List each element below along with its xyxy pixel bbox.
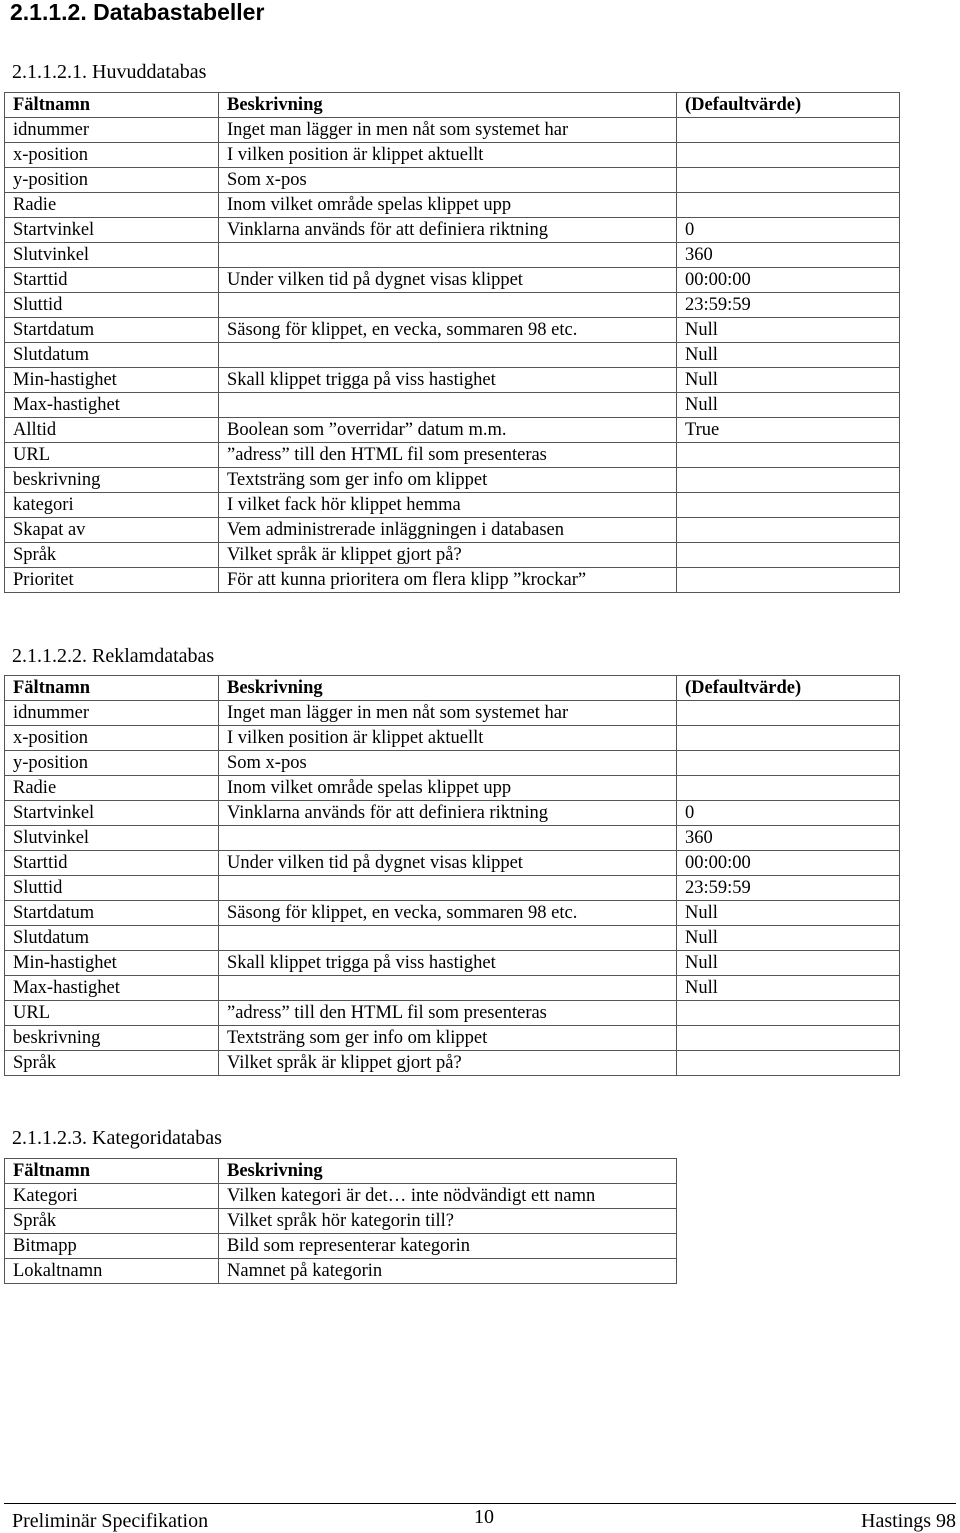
table-row bbox=[5, 926, 900, 951]
table-row bbox=[5, 776, 900, 801]
default-value-cell bbox=[677, 118, 900, 143]
field-name-cell: Bitmapp bbox=[5, 1234, 219, 1259]
description-cell: Boolean som ”overridar” datum m.m. bbox=[219, 418, 677, 443]
page-footer bbox=[4, 1503, 956, 1533]
default-value-cell bbox=[677, 468, 900, 493]
description-cell: Vinklarna används för att definiera riktning bbox=[219, 801, 677, 826]
field-name-cell: Slutdatum bbox=[5, 926, 219, 951]
default-value-cell bbox=[677, 193, 900, 218]
description-cell bbox=[219, 926, 677, 951]
table-row bbox=[5, 243, 900, 268]
field-name-cell: beskrivning bbox=[5, 1026, 219, 1051]
default-value-cell: 23:59:59 bbox=[677, 876, 900, 901]
field-name-cell: Starttid bbox=[5, 851, 219, 876]
field-name-cell: x-position bbox=[5, 143, 219, 168]
description-cell bbox=[219, 343, 677, 368]
field-name-cell: Radie bbox=[5, 776, 219, 801]
column-header: (Defaultvärde) bbox=[677, 676, 900, 701]
table-row bbox=[5, 801, 900, 826]
description-cell: Som x-pos bbox=[219, 751, 677, 776]
default-value-cell: 00:00:00 bbox=[677, 851, 900, 876]
table-row bbox=[5, 468, 900, 493]
table-row bbox=[5, 293, 900, 318]
ad-database-table bbox=[4, 675, 900, 1076]
table-row bbox=[5, 1184, 677, 1209]
column-header: Beskrivning bbox=[219, 93, 677, 118]
field-name-cell: Språk bbox=[5, 543, 219, 568]
description-cell: Inget man lägger in men nåt som systemet har bbox=[219, 118, 677, 143]
table-row bbox=[5, 951, 900, 976]
description-cell: Inget man lägger in men nåt som systemet har bbox=[219, 701, 677, 726]
column-header: Fältnamn bbox=[5, 1159, 219, 1184]
field-name-cell: Lokaltnamn bbox=[5, 1259, 219, 1284]
table-row bbox=[5, 343, 900, 368]
field-name-cell: Radie bbox=[5, 193, 219, 218]
description-cell: Som x-pos bbox=[219, 168, 677, 193]
table-row bbox=[5, 443, 900, 468]
description-cell: Bild som representerar kategorin bbox=[219, 1234, 677, 1259]
field-name-cell: Startdatum bbox=[5, 318, 219, 343]
table-row bbox=[5, 1259, 677, 1284]
field-name-cell: Sluttid bbox=[5, 293, 219, 318]
table-row bbox=[5, 1026, 900, 1051]
table-row bbox=[5, 418, 900, 443]
column-header: Fältnamn bbox=[5, 676, 219, 701]
table-row bbox=[5, 1209, 677, 1234]
description-cell: Textsträng som ger info om klippet bbox=[219, 468, 677, 493]
default-value-cell bbox=[677, 726, 900, 751]
field-name-cell: Slutvinkel bbox=[5, 826, 219, 851]
column-header: (Defaultvärde) bbox=[677, 93, 900, 118]
description-cell bbox=[219, 243, 677, 268]
table-row bbox=[5, 568, 900, 593]
default-value-cell bbox=[677, 568, 900, 593]
default-value-cell: 0 bbox=[677, 801, 900, 826]
field-name-cell: Slutdatum bbox=[5, 343, 219, 368]
default-value-cell bbox=[677, 543, 900, 568]
table-row bbox=[5, 701, 900, 726]
default-value-cell bbox=[677, 701, 900, 726]
field-name-cell: Slutvinkel bbox=[5, 243, 219, 268]
description-cell: Textsträng som ger info om klippet bbox=[219, 1026, 677, 1051]
table-row bbox=[5, 1051, 900, 1076]
field-name-cell: Kategori bbox=[5, 1184, 219, 1209]
footer-author: Hastings 98 bbox=[861, 1510, 956, 1532]
default-value-cell bbox=[677, 493, 900, 518]
field-name-cell: URL bbox=[5, 1001, 219, 1026]
default-value-cell: Null bbox=[677, 926, 900, 951]
category-database-table bbox=[4, 1158, 677, 1284]
default-value-cell: Null bbox=[677, 343, 900, 368]
column-header: Beskrivning bbox=[219, 676, 677, 701]
main-table-title: 2.1.1.2.1. Huvuddatabas bbox=[12, 61, 207, 83]
table-row bbox=[5, 318, 900, 343]
default-value-cell: 0 bbox=[677, 218, 900, 243]
default-value-cell: 23:59:59 bbox=[677, 293, 900, 318]
description-cell: Vinklarna används för att definiera riktning bbox=[219, 218, 677, 243]
table-row bbox=[5, 493, 900, 518]
default-value-cell: 360 bbox=[677, 826, 900, 851]
field-name-cell: beskrivning bbox=[5, 468, 219, 493]
description-cell bbox=[219, 293, 677, 318]
table-row bbox=[5, 726, 900, 751]
description-cell: Säsong för klippet, en vecka, sommaren 98 etc. bbox=[219, 318, 677, 343]
default-value-cell: 360 bbox=[677, 243, 900, 268]
field-name-cell: Starttid bbox=[5, 268, 219, 293]
description-cell: För att kunna prioritera om flera klipp ”krockar” bbox=[219, 568, 677, 593]
field-name-cell: Alltid bbox=[5, 418, 219, 443]
field-name-cell: y-position bbox=[5, 751, 219, 776]
field-name-cell: Språk bbox=[5, 1051, 219, 1076]
column-header: Fältnamn bbox=[5, 93, 219, 118]
table-row bbox=[5, 876, 900, 901]
description-cell: ”adress” till den HTML fil som presenteras bbox=[219, 1001, 677, 1026]
field-name-cell: Max-hastighet bbox=[5, 976, 219, 1001]
default-value-cell: 00:00:00 bbox=[677, 268, 900, 293]
default-value-cell: Null bbox=[677, 951, 900, 976]
description-cell: Skall klippet trigga på viss hastighet bbox=[219, 951, 677, 976]
description-cell: Skall klippet trigga på viss hastighet bbox=[219, 368, 677, 393]
table-row bbox=[5, 851, 900, 876]
default-value-cell: Null bbox=[677, 318, 900, 343]
default-value-cell bbox=[677, 168, 900, 193]
table-row bbox=[5, 518, 900, 543]
description-cell: I vilken position är klippet aktuellt bbox=[219, 726, 677, 751]
description-cell: Inom vilket område spelas klippet upp bbox=[219, 776, 677, 801]
field-name-cell: y-position bbox=[5, 168, 219, 193]
field-name-cell: Min-hastighet bbox=[5, 951, 219, 976]
default-value-cell bbox=[677, 143, 900, 168]
default-value-cell bbox=[677, 518, 900, 543]
table-header-row bbox=[5, 1159, 677, 1184]
table-row bbox=[5, 143, 900, 168]
main-database-table bbox=[4, 92, 900, 593]
description-cell: I vilket fack hör klippet hemma bbox=[219, 493, 677, 518]
table-row bbox=[5, 1234, 677, 1259]
field-name-cell: x-position bbox=[5, 726, 219, 751]
default-value-cell bbox=[677, 443, 900, 468]
table-row bbox=[5, 118, 900, 143]
description-cell: Namnet på kategorin bbox=[219, 1259, 677, 1284]
section-heading: 2.1.1.2. Databastabeller bbox=[10, 0, 265, 25]
table-row bbox=[5, 976, 900, 1001]
table-header-row bbox=[5, 676, 900, 701]
footer-document-title: Preliminär Specifikation bbox=[12, 1510, 209, 1532]
table-row bbox=[5, 543, 900, 568]
description-cell: I vilken position är klippet aktuellt bbox=[219, 143, 677, 168]
description-cell: Vilket språk är klippet gjort på? bbox=[219, 543, 677, 568]
description-cell bbox=[219, 826, 677, 851]
default-value-cell: Null bbox=[677, 393, 900, 418]
table-row bbox=[5, 368, 900, 393]
default-value-cell: Null bbox=[677, 901, 900, 926]
description-cell bbox=[219, 876, 677, 901]
field-name-cell: Startvinkel bbox=[5, 218, 219, 243]
field-name-cell: Startvinkel bbox=[5, 801, 219, 826]
default-value-cell bbox=[677, 1001, 900, 1026]
column-header: Beskrivning bbox=[219, 1159, 677, 1184]
default-value-cell bbox=[677, 751, 900, 776]
field-name-cell: URL bbox=[5, 443, 219, 468]
default-value-cell bbox=[677, 1026, 900, 1051]
default-value-cell bbox=[677, 776, 900, 801]
default-value-cell: Null bbox=[677, 976, 900, 1001]
table-row bbox=[5, 218, 900, 243]
field-name-cell: Max-hastighet bbox=[5, 393, 219, 418]
default-value-cell bbox=[677, 1051, 900, 1076]
field-name-cell: Skapat av bbox=[5, 518, 219, 543]
table-row bbox=[5, 1001, 900, 1026]
field-name-cell: Språk bbox=[5, 1209, 219, 1234]
default-value-cell: Null bbox=[677, 368, 900, 393]
description-cell: Vem administrerade inläggningen i databasen bbox=[219, 518, 677, 543]
field-name-cell: Prioritet bbox=[5, 568, 219, 593]
table-row bbox=[5, 751, 900, 776]
table-header-row bbox=[5, 93, 900, 118]
description-cell: Säsong för klippet, en vecka, sommaren 98 etc. bbox=[219, 901, 677, 926]
description-cell: Vilken kategori är det… inte nödvändigt ett namn bbox=[219, 1184, 677, 1209]
description-cell: Vilket språk hör kategorin till? bbox=[219, 1209, 677, 1234]
category-table-title: 2.1.1.2.3. Kategoridatabas bbox=[12, 1127, 222, 1149]
table-row bbox=[5, 826, 900, 851]
table-row bbox=[5, 268, 900, 293]
table-row bbox=[5, 193, 900, 218]
description-cell: Under vilken tid på dygnet visas klippet bbox=[219, 851, 677, 876]
description-cell: Inom vilket område spelas klippet upp bbox=[219, 193, 677, 218]
ad-table-title: 2.1.1.2.2. Reklamdatabas bbox=[12, 645, 215, 667]
field-name-cell: Min-hastighet bbox=[5, 368, 219, 393]
description-cell: Vilket språk är klippet gjort på? bbox=[219, 1051, 677, 1076]
description-cell bbox=[219, 976, 677, 1001]
field-name-cell: idnummer bbox=[5, 701, 219, 726]
table-row bbox=[5, 168, 900, 193]
table-row bbox=[5, 901, 900, 926]
description-cell: Under vilken tid på dygnet visas klippet bbox=[219, 268, 677, 293]
default-value-cell: True bbox=[677, 418, 900, 443]
description-cell: ”adress” till den HTML fil som presenteras bbox=[219, 443, 677, 468]
table-row bbox=[5, 393, 900, 418]
footer-page-number: 10 bbox=[474, 1506, 494, 1528]
field-name-cell: idnummer bbox=[5, 118, 219, 143]
field-name-cell: Startdatum bbox=[5, 901, 219, 926]
field-name-cell: kategori bbox=[5, 493, 219, 518]
description-cell bbox=[219, 393, 677, 418]
field-name-cell: Sluttid bbox=[5, 876, 219, 901]
